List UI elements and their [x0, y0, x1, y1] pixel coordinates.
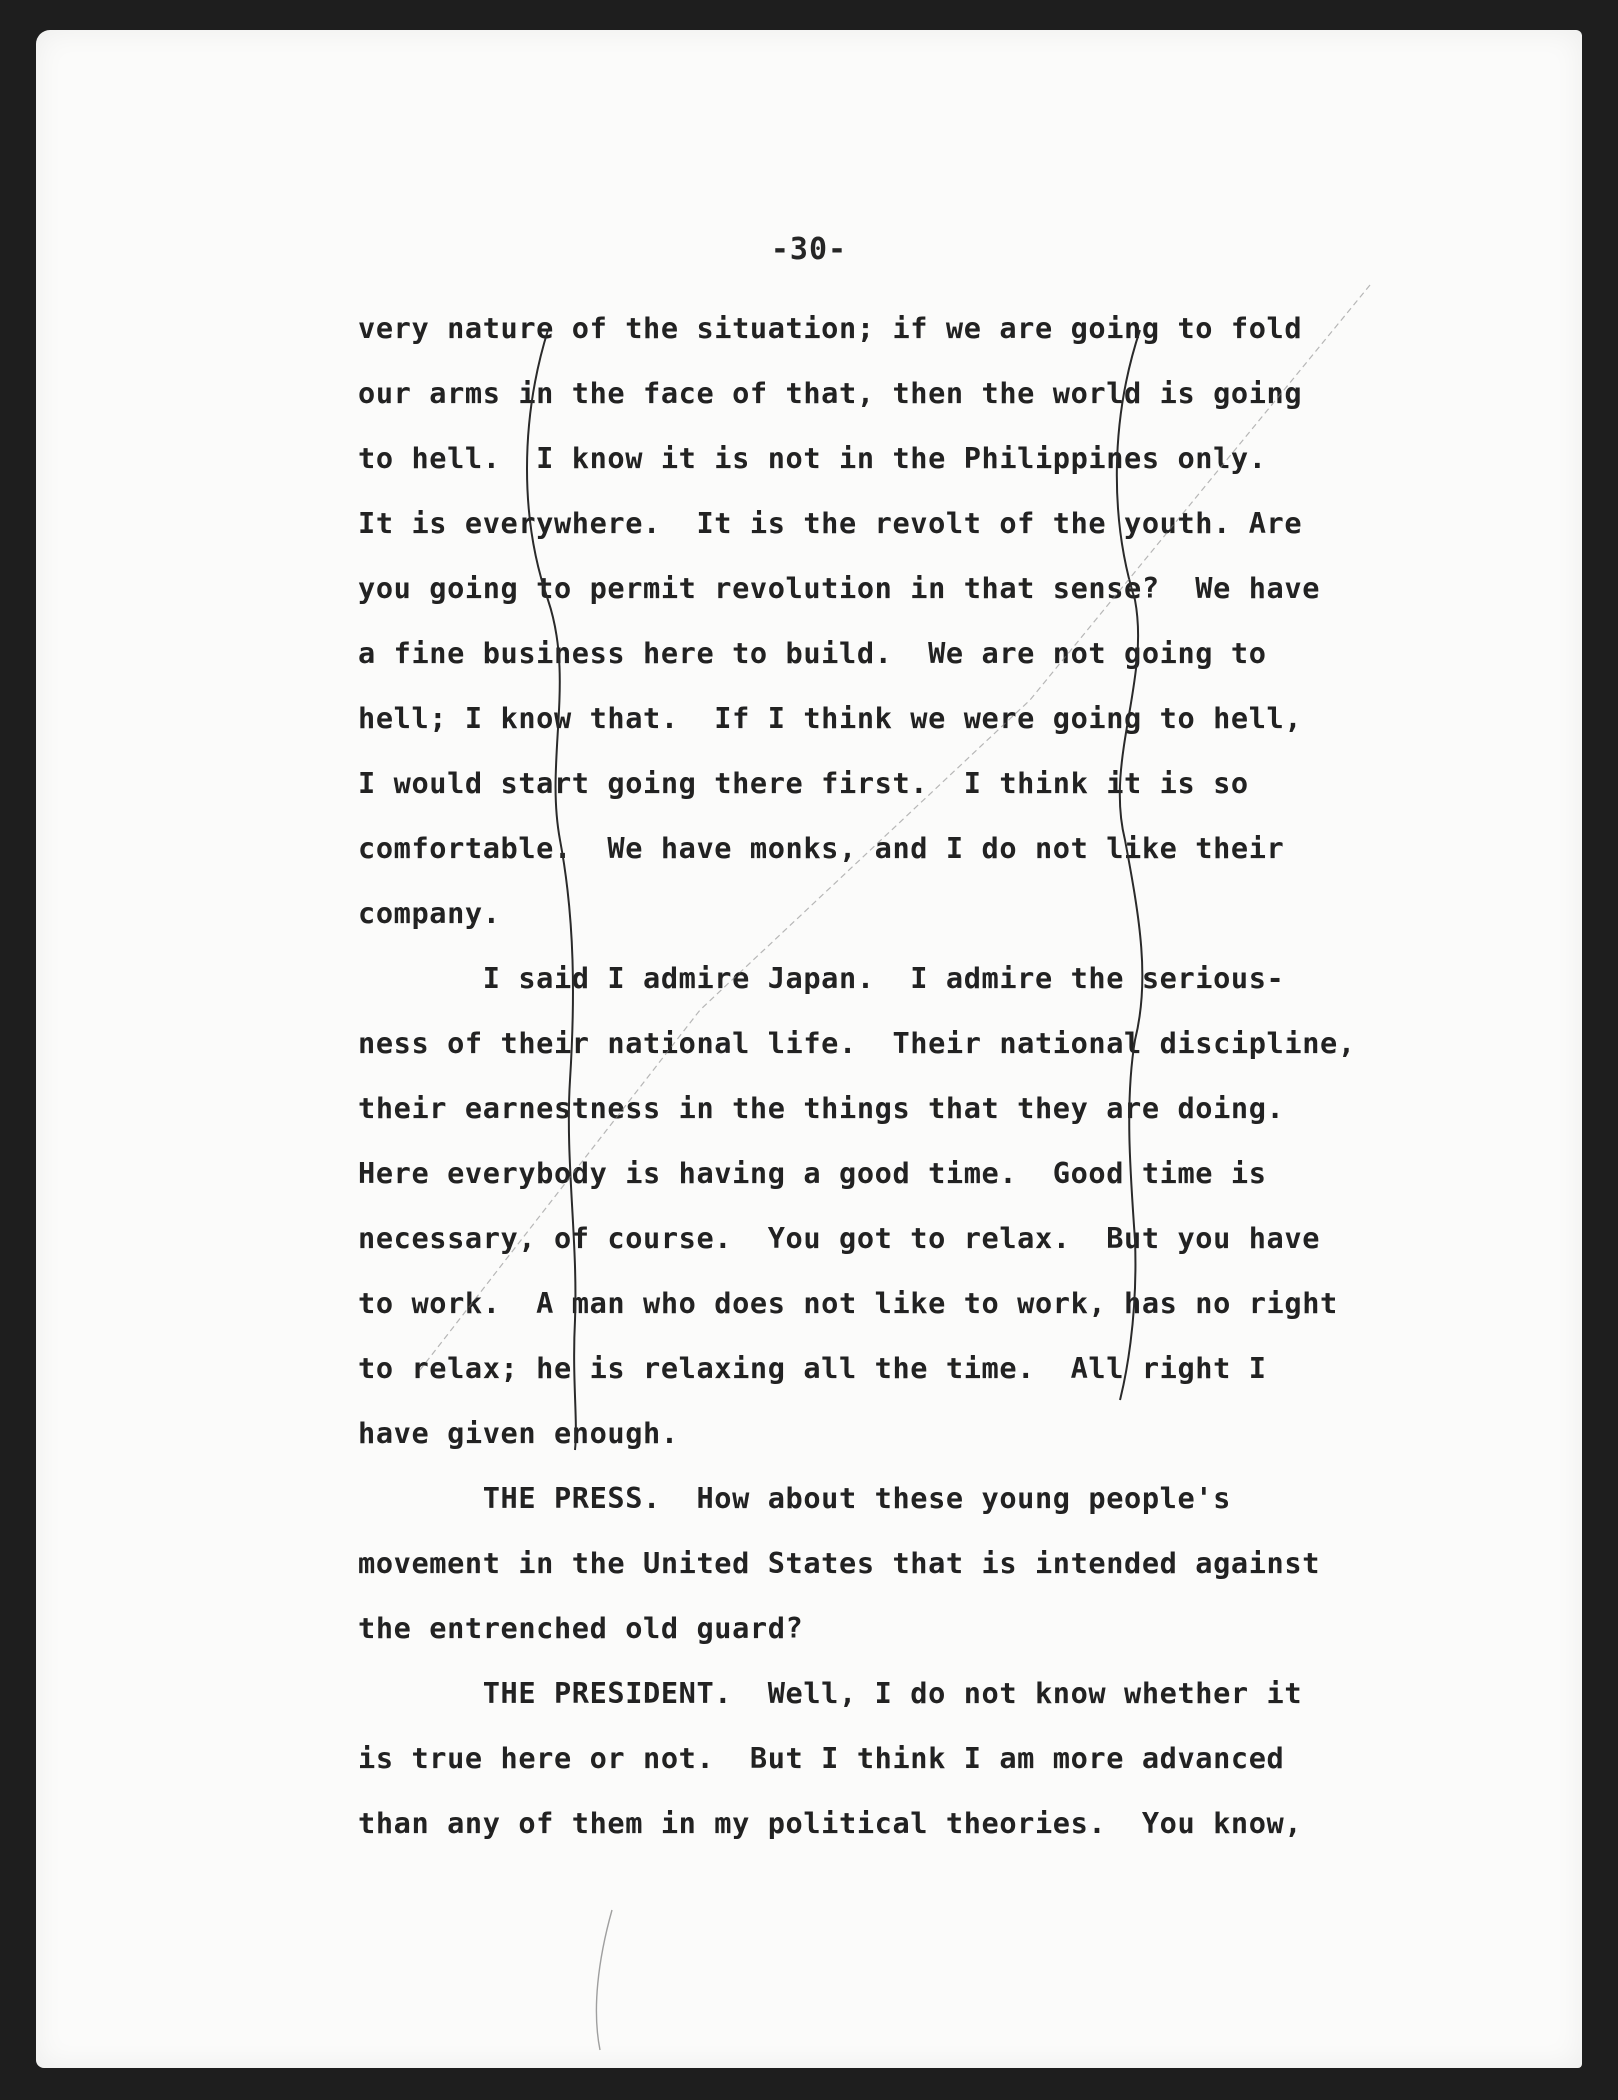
page-number: -30-	[770, 232, 848, 267]
text-line: their earnestness in the things that they are doing.	[358, 1091, 1285, 1125]
text-line: the entrenched old guard?	[358, 1611, 804, 1645]
text-line: very nature of the situation; if we are going to fold	[358, 311, 1303, 345]
text-line: to hell. I know it is not in the Philippines only.	[358, 441, 1267, 475]
text-line: to relax; he is relaxing all the time. All right I	[358, 1351, 1267, 1385]
text-line: I said I admire Japan. I admire the serious-	[358, 961, 1285, 995]
text-line: It is everywhere. It is the revolt of the youth. Are	[358, 506, 1303, 540]
text-line: you going to permit revolution in that sense? We have	[358, 571, 1321, 605]
text-line: than any of them in my political theories. You know,	[358, 1806, 1303, 1840]
text-line: company.	[358, 896, 501, 930]
text-line: movement in the United States that is intended against	[358, 1546, 1321, 1580]
text-line: comfortable. We have monks, and I do not like their	[358, 831, 1285, 865]
text-line: a fine business here to build. We are not going to	[358, 636, 1267, 670]
text-line: I would start going there first. I think it is so	[358, 766, 1249, 800]
text-line: Here everybody is having a good time. Good time is	[358, 1156, 1267, 1190]
text-line: our arms in the face of that, then the world is going	[358, 376, 1303, 410]
text-line: hell; I know that. If I think we were going to hell,	[358, 701, 1303, 735]
text-line: to work. A man who does not like to work, has no right	[358, 1286, 1338, 1320]
text-line: THE PRESIDENT. Well, I do not know whether it	[358, 1676, 1303, 1710]
text-line: THE PRESS. How about these young people's	[358, 1481, 1231, 1515]
text-line: necessary, of course. You got to relax. But you have	[358, 1221, 1321, 1255]
text-line: is true here or not. But I think I am more advanced	[358, 1741, 1285, 1775]
text-line: have given enough.	[358, 1416, 679, 1450]
text-line: ness of their national life. Their national discipline,	[358, 1026, 1356, 1060]
